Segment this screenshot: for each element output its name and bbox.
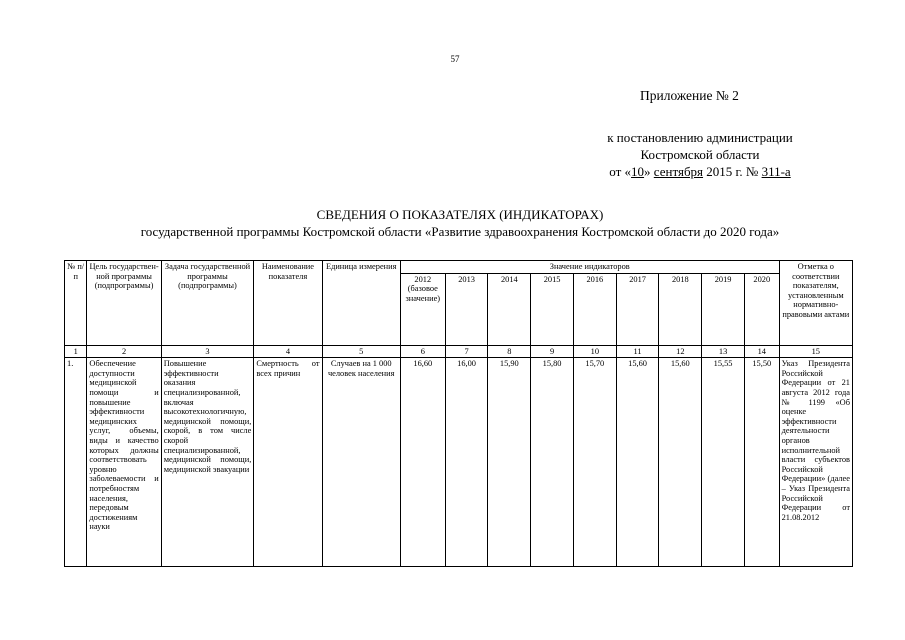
resolution-reference (580, 129, 820, 180)
column-number: 3 (161, 345, 254, 358)
row-num: 1. (65, 358, 87, 567)
header-note: Отметка о соответствии показателям, установленным нормативно-правовыми актами (779, 261, 852, 346)
header-year: 2015 (531, 273, 574, 345)
header-num: № п/п (65, 261, 87, 346)
row-value: 15,60 (659, 358, 702, 567)
row-task: Повышение эффективности оказания специализированной, включая высокотехнологичную, медицинской помощи, скорой, в том числе скорой специализированной, медицинской помощи, медицинской эвакуации (161, 358, 254, 567)
row-goal: Обеспечение доступности медицинской помощи и повышение эффективности медицинских услуг, объемы, виды и качество которых должны соответствовать уровню заболеваемости и потребностям населения, передовым достижениям науки (87, 358, 161, 567)
title-line-1: СВЕДЕНИЯ О ПОКАЗАТЕЛЯХ (ИНДИКАТОРАХ) (316, 207, 604, 222)
date-mid: » (644, 164, 654, 179)
column-number-row (65, 345, 853, 358)
row-value: 15,50 (744, 358, 779, 567)
column-number: 13 (702, 345, 745, 358)
header-values-group: Значение индикаторов (400, 261, 779, 274)
page-number: 57 (450, 54, 460, 64)
column-number: 12 (659, 345, 702, 358)
header-year: 2019 (702, 273, 745, 345)
header-year: 2013 (445, 273, 488, 345)
column-number: 15 (779, 345, 852, 358)
row-unit: Случаев на 1 000 человек населения (322, 358, 400, 567)
column-number: 2 (87, 345, 161, 358)
row-value: 16,60 (400, 358, 445, 567)
row-note: Указ Президента Российской Федерации от 21 августа 2012 года № 1199 «Об оценке эффективности деятельности органов исполнительной власти субъектов Российской Федерации» (далее – Указ Президента Российской Федерации от 21.08.2012 (779, 358, 852, 567)
date-day: 10 (631, 164, 645, 179)
column-number: 14 (744, 345, 779, 358)
appendix-title: Приложение № 2 (640, 88, 739, 103)
row-value: 15,70 (573, 358, 616, 567)
resolution-date-line (580, 163, 820, 180)
column-number: 10 (573, 345, 616, 358)
column-number: 6 (400, 345, 445, 358)
column-number: 8 (488, 345, 531, 358)
header-year: 2017 (616, 273, 659, 345)
date-month: сентября (653, 164, 704, 179)
row-value: 15,60 (616, 358, 659, 567)
resolution-number: 311-а (761, 164, 791, 179)
column-number: 9 (531, 345, 574, 358)
row-indicator-name: Смертность от всех причин (254, 358, 322, 567)
header-year: 2020 (744, 273, 779, 345)
resolution-line-1: к постановлению администрации (607, 130, 793, 145)
header-task: Задача государственной программы (подпрограммы) (161, 261, 254, 346)
date-year: 2015 г. № (703, 164, 762, 179)
column-number: 5 (322, 345, 400, 358)
header-year: 2014 (488, 273, 531, 345)
header-indicator-name: Наименование показателя (254, 261, 322, 346)
header-year: 2016 (573, 273, 616, 345)
title-line-2: государственной программы Костромской области «Развитие здравоохранения Костромской области до 2020 года» (140, 224, 780, 239)
row-value: 15,90 (488, 358, 531, 567)
column-number: 7 (445, 345, 488, 358)
header-unit: Единица измерения (322, 261, 400, 346)
header-year: 2018 (659, 273, 702, 345)
header-year-base: 2012 (базовое значение) (400, 273, 445, 345)
date-prefix: от « (609, 164, 632, 179)
resolution-line-2: Костромской области (640, 147, 760, 162)
table-row (65, 358, 853, 567)
column-number: 1 (65, 345, 87, 358)
header-goal: Цель государствен-ной программы (подпрограммы) (87, 261, 161, 346)
column-number: 4 (254, 345, 322, 358)
header-row-1 (65, 261, 853, 274)
document-title (60, 206, 860, 240)
row-value: 16,00 (445, 358, 488, 567)
indicators-table (64, 260, 853, 567)
row-value: 15,55 (702, 358, 745, 567)
row-value: 15,80 (531, 358, 574, 567)
column-number: 11 (616, 345, 659, 358)
